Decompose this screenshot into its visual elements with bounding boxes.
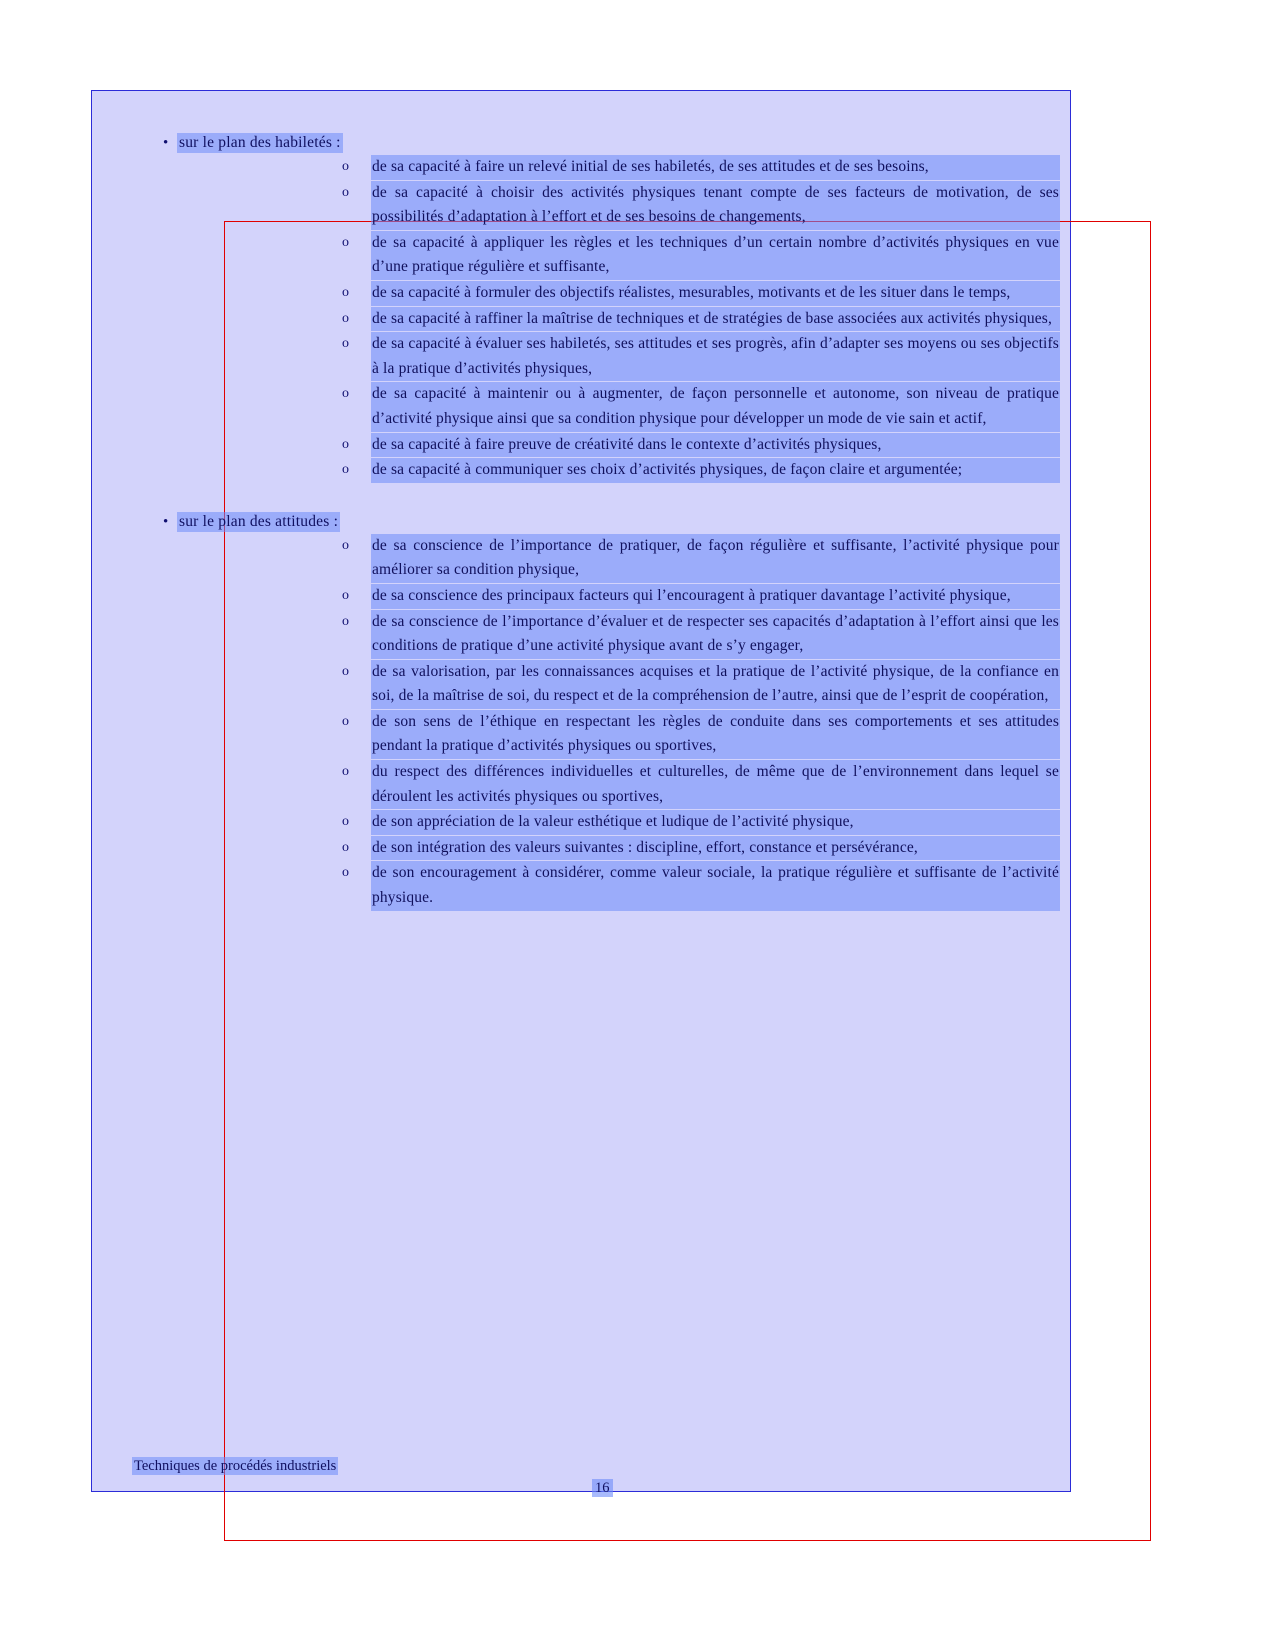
- footer-text: Techniques de procédés industriels: [134, 1458, 337, 1474]
- document-body: [133, 131, 1060, 912]
- list-item: [133, 307, 1060, 332]
- section-spacer: [133, 484, 1060, 510]
- sub-bullet-icon: o: [342, 839, 349, 855]
- sub-bullet-icon: o: [342, 386, 349, 402]
- list-item-text: de sa conscience des principaux facteurs qui l’encouragent à pratiquer davantage l’activité physique,: [371, 584, 1060, 609]
- list-item-text: de son intégration des valeurs suivantes : discipline, effort, constance et persévérance,: [371, 836, 1060, 861]
- list-item-text: de sa conscience de l’importance d’évaluer et de respecter ses capacités d’adaptation à l’effort ainsi que les conditions de pratique d’une activité physique avant de s’y engager,: [371, 610, 1060, 659]
- sub-bullet-icon: o: [342, 436, 349, 452]
- list-item-text: de sa capacité à faire preuve de créativité dans le contexte d’activités physiques,: [371, 433, 1060, 458]
- sub-bullet-icon: o: [342, 865, 349, 881]
- list-item-text: de son appréciation de la valeur esthétique et ludique de l’activité physique,: [371, 810, 1060, 835]
- section-heading-row: [163, 512, 1060, 532]
- bullet-icon: •: [163, 135, 169, 151]
- list-item: [133, 836, 1060, 861]
- list-item-text: du respect des différences individuelles et culturelles, de même que de l’environnement dans lequel se déroulent les activités physiques ou sportives,: [371, 760, 1060, 809]
- sub-bullet-icon: o: [342, 613, 349, 629]
- sub-bullet-icon: o: [342, 184, 349, 200]
- bullet-icon: •: [163, 513, 169, 530]
- sub-bullet-icon: o: [342, 234, 349, 250]
- list-item: [133, 584, 1060, 609]
- list-item: [133, 231, 1060, 280]
- sub-bullet-icon: o: [342, 663, 349, 679]
- list-item: [133, 332, 1060, 381]
- list-item: [133, 155, 1060, 180]
- list-item: [133, 534, 1060, 583]
- list-item-text: de sa capacité à communiquer ses choix d’activités physiques, de façon claire et argumentée;: [371, 458, 1060, 483]
- list-item: [133, 181, 1060, 230]
- list-item-text: de sa capacité à faire un relevé initial de ses habiletés, de ses attitudes et de ses besoins,: [371, 155, 1060, 180]
- list-item: [133, 710, 1060, 759]
- list-item: [133, 810, 1060, 835]
- list-item: [133, 382, 1060, 431]
- page-sheet: [91, 90, 1071, 1492]
- list-item: [133, 610, 1060, 659]
- sub-bullet-icon: o: [342, 462, 349, 478]
- sub-bullet-icon: o: [342, 336, 349, 352]
- page-number: 16: [592, 1479, 613, 1497]
- list-item-text: de sa capacité à raffiner la maîtrise de techniques et de stratégies de base associées aux activités physiques,: [371, 307, 1060, 332]
- list-item: [133, 458, 1060, 483]
- section-heading-label: sur le plan des habiletés :: [179, 134, 341, 151]
- list-item: [133, 760, 1060, 809]
- attitudes-list: [133, 534, 1060, 911]
- sub-bullet-icon: o: [342, 764, 349, 780]
- list-item-text: de sa capacité à appliquer les règles et les techniques d’un certain nombre d’activités physiques en vue d’une pratique régulière et suffisante,: [371, 231, 1060, 280]
- section-heading-label: sur le plan des attitudes :: [179, 512, 339, 530]
- section-habiletes: [133, 133, 1060, 483]
- sub-bullet-icon: o: [342, 537, 349, 553]
- list-item: [133, 660, 1060, 709]
- sub-bullet-icon: o: [342, 713, 349, 729]
- sub-bullet-icon: o: [342, 587, 349, 603]
- section-attitudes: [133, 512, 1060, 911]
- list-item-text: de sa capacité à maintenir ou à augmenter, de façon personnelle et autonome, son niveau de pratique d’activité physique ainsi que sa condition physique pour développer un mode de vie sain et actif,: [371, 382, 1060, 431]
- sub-bullet-icon: o: [342, 284, 349, 300]
- list-item-text: de sa capacité à formuler des objectifs réalistes, mesurables, motivants et de les situer dans le temps,: [371, 281, 1060, 306]
- list-item-text: de son encouragement à considérer, comme valeur sociale, la pratique régulière et suffisante de l’activité physique.: [371, 861, 1060, 910]
- list-item: [133, 861, 1060, 910]
- list-item-text: de son sens de l’éthique en respectant les règles de conduite dans ses comportements et ses attitudes pendant la pratique d’activités physiques ou sportives,: [371, 710, 1060, 759]
- list-item: [133, 281, 1060, 306]
- sub-bullet-icon: o: [342, 159, 349, 174]
- list-item-text: de sa capacité à choisir des activités physiques tenant compte de ses facteurs de motivation, de ses possibilités d’adaptation à l’effort et de ses besoins de changements,: [371, 181, 1060, 230]
- list-item-text: de sa valorisation, par les connaissances acquises et la pratique de l’activité physique, de la confiance en soi, de la maîtrise de soi, du respect et de la compréhension de l’autre, ainsi que de l’esprit de coopération,: [371, 660, 1060, 709]
- sub-bullet-icon: o: [342, 310, 349, 326]
- list-item: [133, 433, 1060, 458]
- section-heading-row: [163, 133, 1060, 153]
- list-item-text: de sa capacité à évaluer ses habiletés, ses attitudes et ses progrès, afin d’adapter ses moyens ou ses objectifs à la pratique d’activités physiques,: [371, 332, 1060, 381]
- habiletes-list: [133, 155, 1060, 483]
- list-item-text: de sa conscience de l’importance de pratiquer, de façon régulière et suffisante, l’activité physique pour améliorer sa condition physique,: [371, 534, 1060, 583]
- sub-bullet-icon: o: [342, 814, 349, 830]
